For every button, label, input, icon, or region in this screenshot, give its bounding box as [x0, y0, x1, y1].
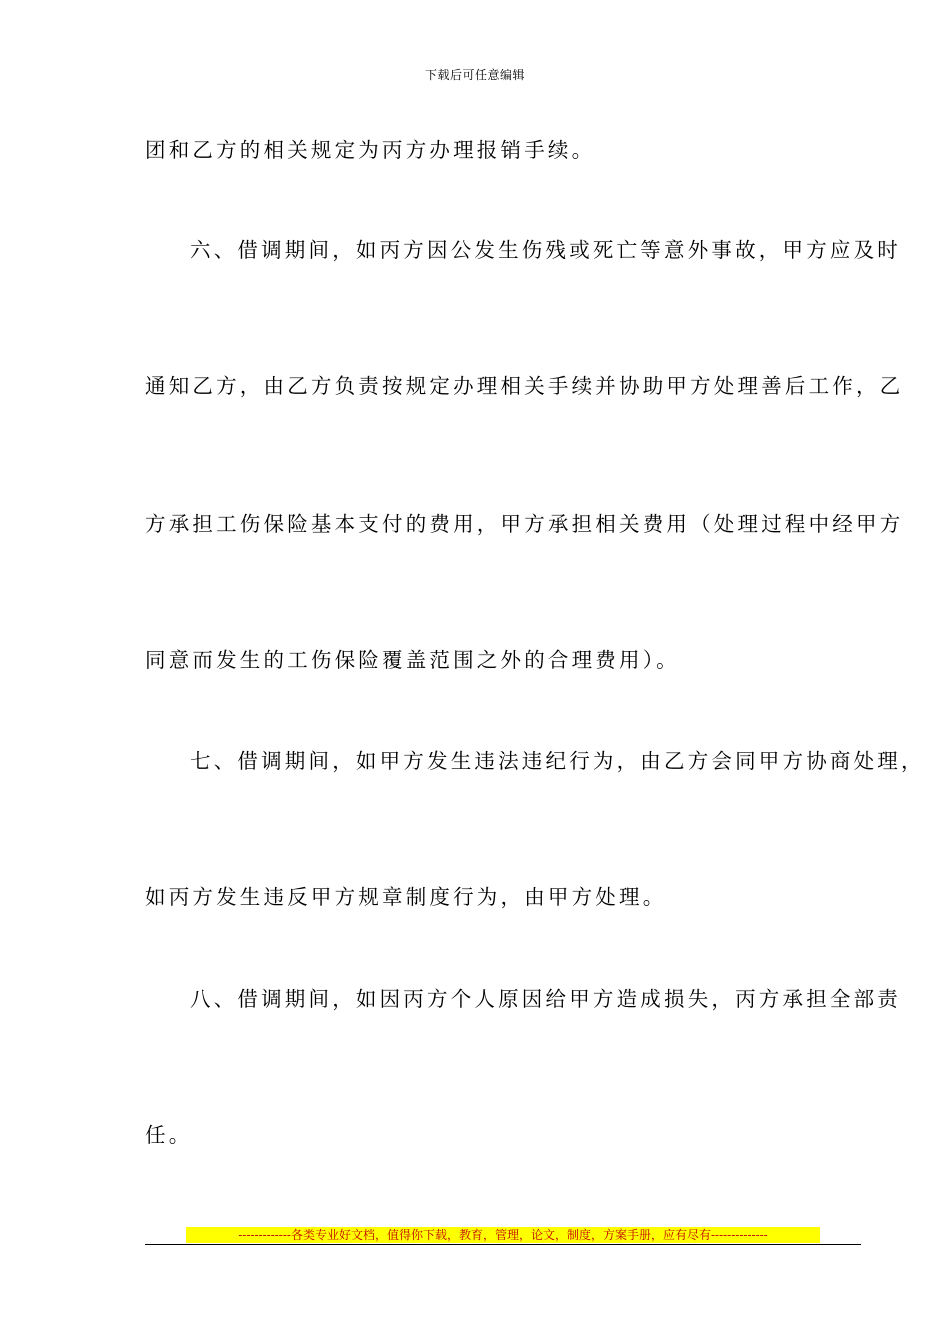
paragraph-line: 团和乙方的相关规定为丙方办理报销手续。 [145, 138, 596, 162]
paragraph-line: 通知乙方，由乙方负责按规定办理相关手续并协助甲方处理善后工作，乙 [145, 374, 904, 398]
page-header: 下载后可任意编辑 [424, 68, 525, 82]
paragraph-line: 八、借调期间，如因丙方个人原因给甲方造成损失，丙方承担全部责 [190, 987, 901, 1011]
paragraph-line: 如丙方发生违反甲方规章制度行为，由甲方处理。 [145, 885, 667, 909]
paragraph-line: 六、借调期间，如丙方因公发生伤残或死亡等意外事故，甲方应及时 [190, 238, 901, 262]
footer-divider [145, 1244, 861, 1245]
footer-banner: -------------各类专业好文档，值得你下载，教育，管理，论文，制度，方案手册，应有尽有-------------- [186, 1227, 820, 1243]
paragraph-line: 同意而发生的工伤保险覆盖范围之外的合理费用）。 [145, 648, 680, 672]
paragraph-line: 七、借调期间，如甲方发生违法违纪行为，由乙方会同甲方协商处理， [190, 749, 925, 773]
paragraph-line: 任。 [145, 1123, 193, 1147]
paragraph-line: 方承担工伤保险基本支付的费用，甲方承担相关费用（处理过程中经甲方 [145, 512, 904, 536]
